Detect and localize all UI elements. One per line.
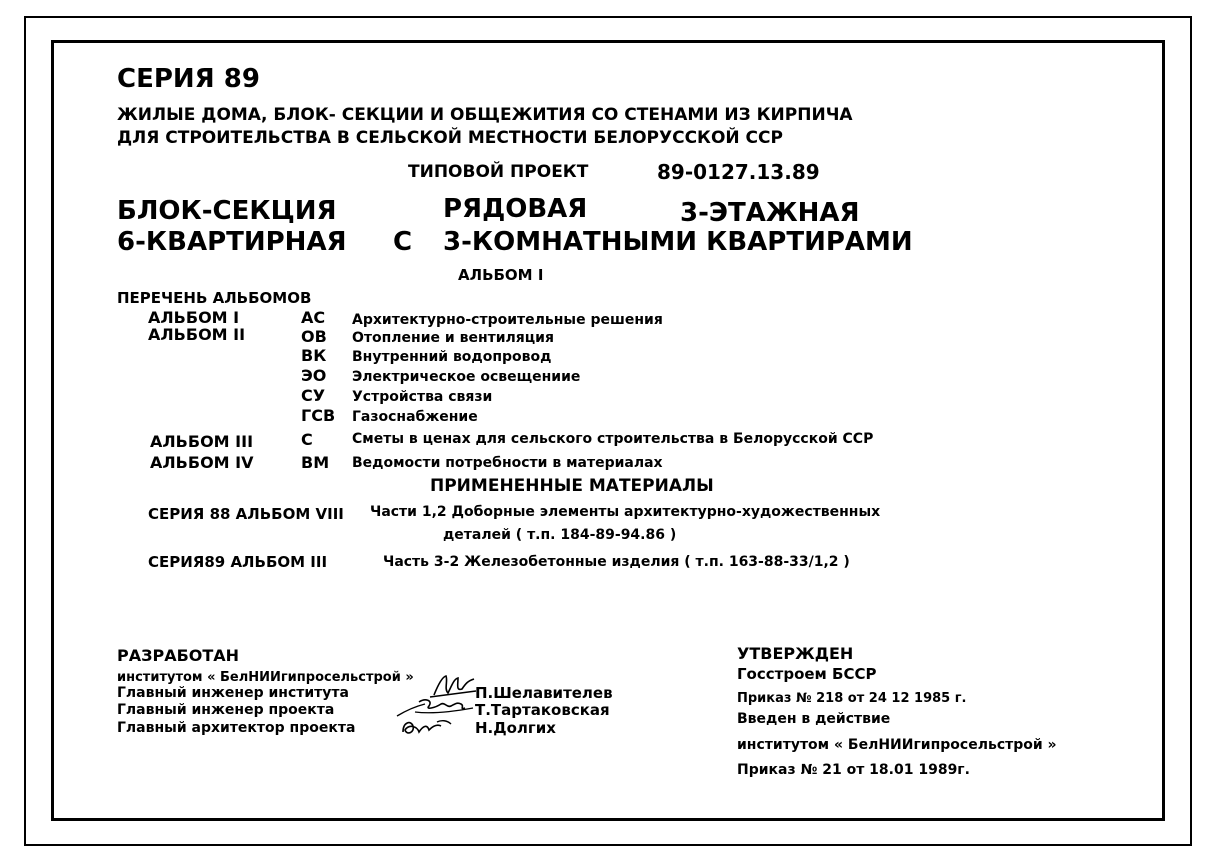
- material-line-2: деталей ( т.п. 184-89-94.86 ): [443, 527, 677, 543]
- material-line-1: Части 1,2 Доборные элементы архитектурно-художественных: [370, 504, 881, 520]
- album-title: Архитектурно-строительные решения: [352, 312, 663, 328]
- album-title: Сметы в ценах для сельского строительства в Белорусской ССР: [352, 431, 874, 447]
- description-line-2: ДЛЯ СТРОИТЕЛЬСТВА В СЕЛЬСКОЙ МЕСТНОСТИ БЕЛОРУССКОЙ ССР: [117, 128, 783, 148]
- signature-chief-architect: [397, 716, 455, 740]
- approved-line: Приказ № 21 от 18.01 1989г.: [737, 762, 970, 778]
- album-title: Электрическое освещениие: [352, 369, 581, 385]
- signature-chief-engineer-project: [395, 696, 477, 718]
- signer-role: Главный инженер института: [117, 685, 349, 701]
- album-name: АЛЬБОМ II: [148, 325, 246, 344]
- heading-apartments: 6-КВАРТИРНАЯ: [117, 227, 347, 257]
- album-title: Внутренний водопровод: [352, 349, 552, 365]
- heading-floors: 3-ЭТАЖНАЯ: [680, 198, 860, 228]
- album-title: Отопление и вентиляция: [352, 330, 554, 346]
- album-title: Ведомости потребности в материалах: [352, 455, 663, 471]
- album-code: ВК: [301, 346, 327, 365]
- album-title: Устройства связи: [352, 389, 493, 405]
- approved-title: УТВЕРЖДЕН: [737, 644, 854, 663]
- project-number: 89-0127.13.89: [657, 160, 820, 184]
- album-code: ВМ: [301, 453, 330, 472]
- heading-block-section: БЛОК-СЕКЦИЯ: [117, 196, 337, 226]
- signer-name: П.Шелавителев: [475, 684, 613, 702]
- project-label: ТИПОВОЙ ПРОЕКТ: [408, 162, 589, 182]
- album-title: Газоснабжение: [352, 409, 478, 425]
- approved-line: Введен в действие: [737, 711, 891, 727]
- description-line-1: ЖИЛЫЕ ДОМА, БЛОК- СЕКЦИИ И ОБЩЕЖИТИЯ СО СТЕНАМИ ИЗ КИРПИЧА: [117, 105, 853, 125]
- album-name: АЛЬБОМ IV: [150, 453, 254, 472]
- signer-name: Н.Долгих: [475, 719, 556, 737]
- signer-role: Главный инженер проекта: [117, 702, 335, 718]
- approved-line: Госстроем БССР: [737, 665, 877, 683]
- material-ref: СЕРИЯ89 АЛЬБОМ III: [148, 553, 328, 571]
- series-title: СЕРИЯ 89: [117, 64, 260, 94]
- signer-role: Главный архитектор проекта: [117, 720, 356, 736]
- albums-list-title: ПЕРЕЧЕНЬ АЛЬБОМОВ: [117, 289, 312, 307]
- album-code: ОВ: [301, 327, 327, 346]
- developed-title: РАЗРАБОТАН: [117, 646, 240, 665]
- developed-institute: институтом « БелНИИгипросельстрой »: [117, 670, 414, 685]
- material-line-1: Часть 3-2 Железобетонные изделия ( т.п. 163-88-33/1,2 ): [383, 554, 850, 570]
- album-code: ГСВ: [301, 406, 336, 425]
- album-name: АЛЬБОМ I: [148, 308, 240, 327]
- album-code: ЭО: [301, 366, 327, 385]
- signer-name: Т.Тартаковская: [475, 701, 610, 719]
- album-label: АЛЬБОМ I: [458, 266, 544, 284]
- album-code: С: [301, 430, 313, 449]
- approved-line: Приказ № 218 от 24 12 1985 г.: [737, 691, 967, 706]
- material-ref: СЕРИЯ 88 АЛЬБОМ VIII: [148, 505, 344, 523]
- album-code: СУ: [301, 386, 326, 405]
- album-name: АЛЬБОМ III: [150, 432, 254, 451]
- heading-row-type: РЯДОВАЯ: [443, 194, 588, 224]
- heading-with: С: [393, 227, 413, 257]
- album-code: АС: [301, 308, 326, 327]
- materials-title: ПРИМЕНЕННЫЕ МАТЕРИАЛЫ: [430, 476, 714, 496]
- approved-line: институтом « БелНИИгипросельстрой »: [737, 737, 1057, 753]
- heading-rooms: 3-КОМНАТНЫМИ КВАРТИРАМИ: [443, 227, 913, 257]
